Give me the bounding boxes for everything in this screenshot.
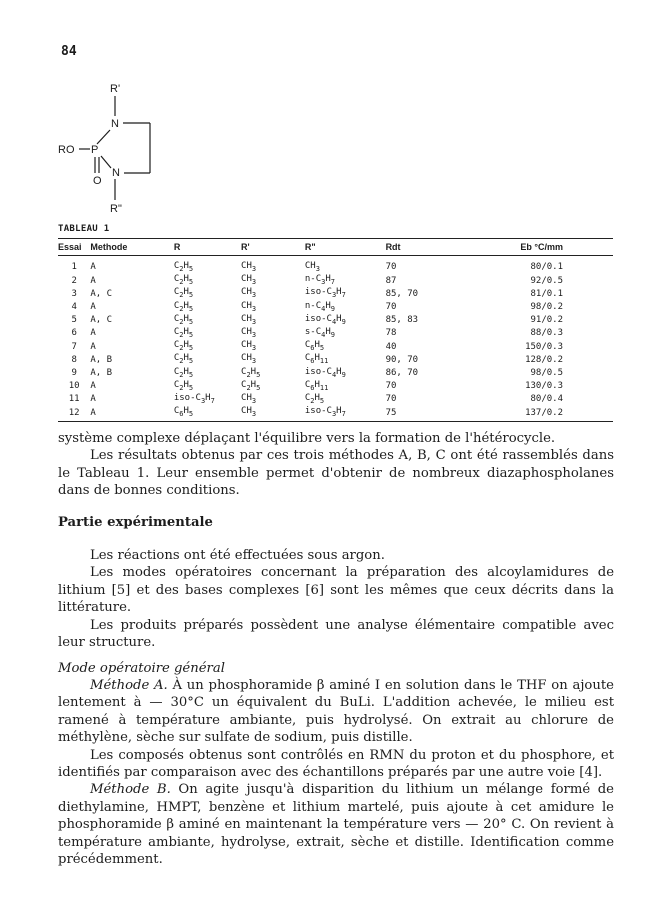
- cell-essai: 2: [71, 275, 77, 286]
- cell-rpp: iso-$C_3H_7$: [304, 287, 346, 300]
- o-label: O: [93, 175, 102, 187]
- method-a-paragraph: [58, 677, 614, 747]
- method-b-paragraph: [58, 781, 614, 868]
- cell-methode: A: [90, 406, 173, 422]
- paragraph: Les résultats obtenus par ces trois méthodes A, B, C ont été rassemblés dans le Tableau 1. Leur ensemble permet d'obtenir de nombreux diazaphospholanes dans de bonnes conditions.: [58, 448, 614, 499]
- header-rdt: Rdt: [386, 239, 467, 256]
- header-essai: Essai: [58, 239, 90, 256]
- cell-rpp: $n-C_3H_7$: [304, 274, 335, 286]
- table-row: [58, 367, 613, 380]
- cell-r: $C_2H_5$: [173, 327, 194, 339]
- cell-rpp: $s-C_4H_9$: [304, 327, 335, 339]
- cell-r: $C_2H_5$: [173, 274, 194, 286]
- table-row: [58, 380, 613, 393]
- cell-rpp: iso-$C_4H_9$: [304, 313, 346, 326]
- cell-rp: $CH_3$: [241, 327, 257, 339]
- cell-rp: $C_2H_5$: [241, 366, 261, 379]
- cell-methode: A: [90, 302, 96, 312]
- cell-methode: A: [90, 341, 96, 352]
- paragraph: Les modes opératoires concernant la préparation des alcoylamidures de lithium [5] et des bases complexes [6] sont les mêmes que ceux décrits dans la littérature.: [58, 565, 614, 616]
- results-table: [58, 238, 613, 422]
- cell-methode: A, B: [90, 354, 113, 365]
- table-row: [58, 274, 613, 287]
- section-heading: Partie expérimentale: [58, 515, 213, 530]
- cell-rp: $CH_3$: [241, 353, 257, 366]
- cell-rdt: 87: [385, 275, 397, 286]
- cell-rpp: $C_6H_{11}$: [304, 379, 329, 392]
- header-r-prime: R': [241, 239, 305, 256]
- cell-rp: $CH_3$: [241, 313, 257, 326]
- cell-rdt: 70: [385, 394, 397, 405]
- cell-eb: 128/0.2: [525, 354, 563, 365]
- cell-rp: $CH_3$: [241, 261, 257, 273]
- method-paragraphs: [58, 677, 614, 868]
- cell-essai: 5: [71, 315, 77, 326]
- cell-eb: 98/0.2: [530, 302, 563, 312]
- paragraph: système complexe déplaçant l'équilibre vers la formation de l'hétérocycle.: [58, 431, 556, 446]
- cell-rdt: 78: [385, 328, 397, 339]
- cell-essai: 11: [68, 394, 80, 405]
- results-paragraphs: [58, 430, 614, 500]
- cell-essai: 7: [71, 341, 77, 352]
- cell-eb: 88/0.3: [530, 328, 563, 339]
- paragraph: Les composés obtenus sont contrôlés en RMN du proton et du phosphore, et identifiés par comparaison avec des échantillons préparés par une autre voie [4].: [58, 747, 614, 781]
- cell-r: $C_2H_5$: [173, 353, 194, 366]
- cell-rdt: 75: [386, 406, 467, 422]
- table-row: [58, 314, 613, 327]
- cell-r: $C_2H_5$: [173, 313, 194, 326]
- cell-eb: 98/0.5: [530, 368, 563, 379]
- cell-rp: $C_2H_5$: [241, 379, 261, 392]
- cell-rp: $CH_3$: [241, 287, 257, 300]
- cell-rpp: iso-$C_4H_9$: [304, 366, 346, 379]
- cell-rp: $CH_3$: [241, 300, 257, 313]
- cell-rdt: 40: [385, 341, 397, 352]
- cell-rdt: 70: [385, 262, 397, 273]
- cell-r: $C_2H_5$: [173, 379, 194, 392]
- cell-rpp: $n-C_4H_9$: [304, 300, 335, 313]
- cell-essai: 12: [58, 406, 90, 422]
- table-row: [58, 327, 613, 340]
- cell-r: $C_2H_5$: [173, 287, 194, 300]
- n-top-label: N: [111, 118, 119, 130]
- cell-essai: 10: [68, 381, 80, 392]
- diazaphospholane-structure: [55, 78, 225, 228]
- cell-r: $C_2H_5$: [173, 300, 194, 313]
- cell-eb: 130/0.3: [525, 381, 563, 392]
- cell-methode: A, C: [90, 315, 113, 326]
- cell-essai: 9: [71, 368, 77, 379]
- cell-rpp: iso-$C_3H_7$: [305, 406, 386, 422]
- cell-eb: 91/0.2: [530, 315, 563, 326]
- cell-essai: 8: [71, 354, 77, 365]
- n-bottom-label: N: [112, 167, 120, 179]
- page-number: 84: [61, 44, 77, 59]
- cell-r: iso-$C_3H_7$: [173, 393, 215, 405]
- cell-eb: 81/0.1: [530, 288, 563, 299]
- cell-r: $C_2H_5$: [173, 261, 194, 273]
- header-r-double-prime: R": [305, 239, 386, 256]
- cell-rpp: $C_6H_5$: [304, 340, 325, 353]
- table-header-row: [58, 239, 613, 256]
- paragraph: Les réactions ont été effectuées sous argon.: [90, 548, 385, 563]
- cell-eb: 137/0.2: [467, 406, 613, 422]
- cell-methode: A: [90, 381, 96, 392]
- table-caption: TABLEAU 1: [58, 224, 110, 234]
- cell-eb: 92/0.5: [530, 275, 563, 286]
- paragraph: Les produits préparés possèdent une analyse élémentaire compatible avec leur structure.: [58, 617, 614, 651]
- cell-essai: 1: [71, 262, 77, 273]
- cell-methode: A, B: [90, 368, 113, 379]
- cell-rdt: 70: [385, 381, 397, 392]
- cell-rp: $CH_3$: [241, 393, 257, 405]
- header-methode: Methode: [90, 239, 173, 256]
- subheading: Mode opératoire général: [58, 661, 225, 676]
- header-r: R: [174, 239, 241, 256]
- r1-label: R': [110, 83, 121, 95]
- cell-rdt: 70: [385, 302, 397, 312]
- table-row: [58, 340, 613, 353]
- cell-essai: 3: [71, 288, 77, 299]
- cell-eb: 80/0.1: [530, 262, 563, 273]
- experimental-paragraphs: [58, 547, 614, 651]
- cell-eb: 80/0.4: [530, 394, 563, 405]
- cell-methode: A: [90, 262, 96, 273]
- cell-methode: A: [90, 328, 96, 339]
- table-row: [58, 287, 613, 300]
- table-row: [58, 406, 613, 422]
- method-a-text: À un phosphoramide β aminé I en solution dans le THF on ajoute lentement à — 30°C un équivalent du BuLi. L'addition achevée, le milieu est ramené à température ambiante, puis hydrolysé. On extrait au chlorure de méthylène, sèche sur sulfate de sodium, puis distille.: [58, 678, 614, 746]
- cell-essai: 4: [71, 302, 77, 312]
- header-eb: Eb °C/mm: [467, 239, 613, 256]
- cell-rpp: $CH_3$: [304, 261, 320, 273]
- table-row: [58, 256, 613, 275]
- method-b-text: On agite jusqu'à disparition du lithium un mélange formé de diethylamine, HMPT, benzène et lithium martelé, puis ajoute à cet amidure le phosphoramide β aminé en maintenant la température vers — 20° C. On revient à température ambiante, hydrolyse, extrait, sèche et distille. Identification comme précédemment.: [58, 782, 614, 868]
- cell-r: $C_6H_5$: [174, 406, 241, 422]
- r2-label: R": [110, 203, 122, 215]
- cell-r: $C_2H_5$: [173, 340, 194, 353]
- cell-essai: 6: [71, 328, 77, 339]
- cell-rpp: $C_2H_5$: [304, 393, 325, 405]
- cell-r: $C_2H_5$: [173, 366, 194, 379]
- cell-methode: A: [90, 275, 96, 286]
- cell-eb: 150/0.3: [525, 341, 563, 352]
- cell-rdt: 85, 70: [385, 288, 419, 299]
- cell-rp: $CH_3$: [241, 406, 305, 422]
- p-label: P: [91, 144, 99, 156]
- ro-label: RO: [58, 144, 75, 156]
- cell-rdt: 86, 70: [385, 368, 419, 379]
- cell-rp: $CH_3$: [241, 340, 257, 353]
- method-b-label: Méthode B.: [90, 782, 171, 798]
- table-row: [58, 301, 613, 314]
- cell-rdt: 90, 70: [385, 354, 419, 365]
- cell-rpp: $C_6H_{11}$: [304, 353, 329, 366]
- cell-methode: A: [90, 394, 96, 405]
- cell-rp: $CH_3$: [241, 274, 257, 286]
- method-a-label: Méthode A.: [90, 678, 168, 693]
- cell-rdt: 85, 83: [385, 315, 419, 326]
- table-row: [58, 353, 613, 366]
- table-row: [58, 393, 613, 406]
- cell-methode: A, C: [90, 288, 113, 299]
